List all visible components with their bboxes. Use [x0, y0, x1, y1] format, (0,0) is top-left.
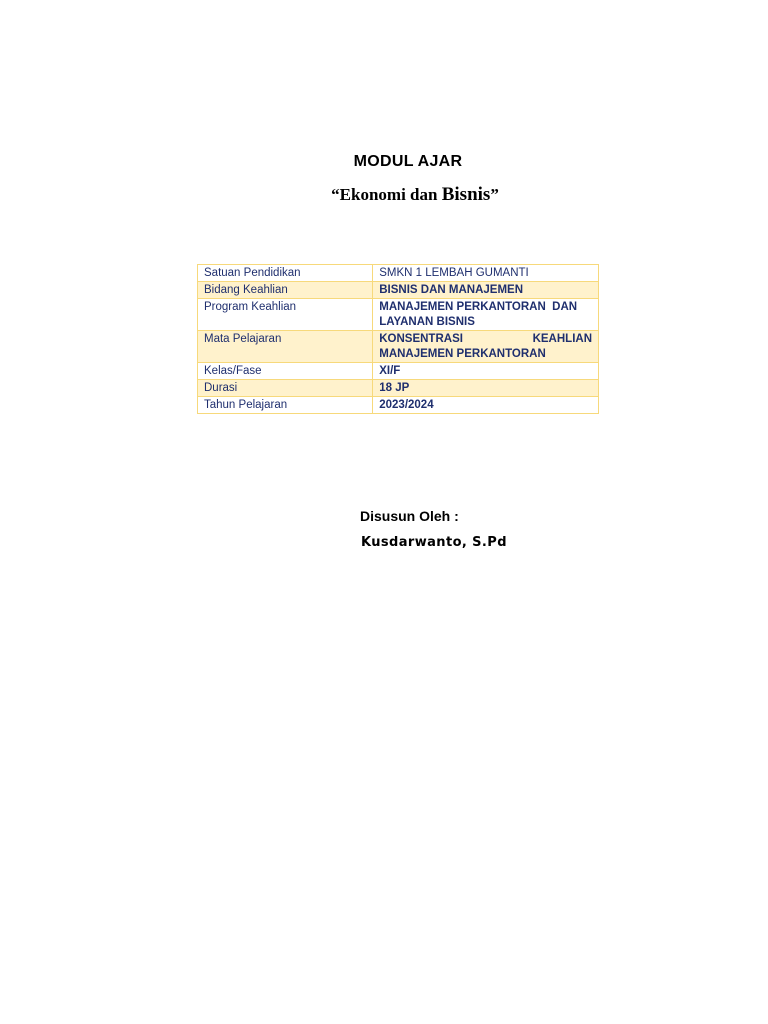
table-row — [198, 380, 599, 397]
row-label: Program Keahlian — [198, 299, 373, 331]
row-value: BISNIS DAN MANAJEMEN — [373, 282, 599, 299]
row-value: 18 JP — [373, 380, 599, 397]
row-value-line1: MANAJEMEN PERKANTORAN DAN — [379, 301, 578, 313]
info-table — [197, 264, 599, 414]
table-row — [198, 265, 599, 282]
table-row — [198, 331, 599, 363]
table-row — [198, 299, 599, 331]
author-name: Kusdarwanto, S.Pd — [361, 535, 507, 550]
row-label: Satuan Pendidikan — [198, 265, 373, 282]
row-label: Mata Pelajaran — [198, 331, 373, 363]
subtitle-close-quote: ” — [490, 185, 499, 204]
row-value-line1 — [379, 332, 592, 347]
row-label: Bidang Keahlian — [198, 282, 373, 299]
row-value: XI/F — [373, 363, 599, 380]
subtitle-main: Ekonomi dan — [339, 185, 442, 204]
row-value — [373, 331, 599, 363]
row-value-line2: MANAJEMEN PERKANTORAN — [379, 348, 546, 360]
row-value-word: KONSENTRASI — [379, 333, 463, 345]
row-value-word: KEAHLIAN — [532, 333, 592, 345]
table-row — [198, 363, 599, 380]
row-label: Tahun Pelajaran — [198, 397, 373, 414]
row-value: SMKN 1 LEMBAH GUMANTI — [373, 265, 599, 282]
row-value — [373, 299, 599, 331]
page-subtitle — [0, 184, 768, 206]
subtitle-open-quote: “ — [331, 185, 340, 204]
subtitle-big: Bisnis — [441, 184, 491, 205]
table-row — [198, 397, 599, 414]
row-label: Kelas/Fase — [198, 363, 373, 380]
table-row — [198, 282, 599, 299]
author-label: Disusun Oleh : — [360, 508, 459, 524]
row-label: Durasi — [198, 380, 373, 397]
row-value: 2023/2024 — [373, 397, 599, 414]
page-title: MODUL AJAR — [353, 153, 463, 170]
row-value-line2: LAYANAN BISNIS — [379, 316, 475, 328]
